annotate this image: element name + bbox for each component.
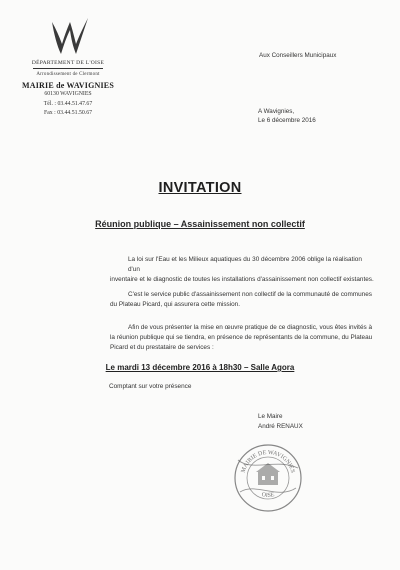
paragraph-line: La loi sur l'Eau et les Milieux aquatiques du 30 décembre 2006 oblige la réalisation d'un xyxy=(128,256,362,273)
mairie-seal-stamp xyxy=(232,442,304,514)
fax-number: Fax : 03.44.51.50.67 xyxy=(44,110,92,116)
paragraph-invite xyxy=(110,323,375,352)
date-line: Le 6 décembre 2016 xyxy=(258,117,316,124)
paragraph-line: du Plateau Picard, qui assurera cette mission. xyxy=(110,300,241,308)
mairie-name: MAIRIE de WAVIGNIES xyxy=(22,81,114,90)
document-subtitle: Réunion publique – Assainissement non collectif xyxy=(95,219,305,229)
paragraph-line: Afin de vous présenter la mise en œuvre pratique de ce diagnostic, vous êtes invités à xyxy=(128,324,373,331)
paragraph-line: inventaire et le diagnostic de toutes les installations d'assainissement non collectif existantes. xyxy=(110,275,374,283)
arrondissement-text: Arrondissement de Clermont xyxy=(36,72,100,77)
signatory-role: Le Maire xyxy=(258,413,283,420)
signature-block xyxy=(258,412,303,431)
letterhead xyxy=(8,60,128,119)
svg-text:OISE: OISE xyxy=(261,492,276,499)
paragraph-line: la réunion publique qui se tiendra, en présence de représentants de la commune, du Plateau xyxy=(110,333,373,341)
recipient-line: Aux Conseillers Municipaux xyxy=(259,52,337,59)
paragraph-law xyxy=(110,255,375,284)
postal-address: 60130 WAVIGNIES xyxy=(44,91,92,97)
paragraph-line: C'est le service public d'assainissement non collectif de la communauté de communes xyxy=(128,291,372,298)
department-text: DÉPARTEMENT DE L'OISE xyxy=(31,60,105,66)
svg-text:MAIRIE DE WAVIGNIES: MAIRIE DE WAVIGNIES xyxy=(240,449,296,474)
letterhead-rule xyxy=(33,68,103,69)
document-title: INVITATION xyxy=(158,180,242,196)
closing-line: Comptant sur votre présence xyxy=(109,383,192,390)
place-date-block xyxy=(258,107,316,125)
wavignies-logo-icon xyxy=(48,14,90,58)
meeting-details: Le mardi 13 décembre 2016 à 18h30 – Salle Agora xyxy=(105,363,295,372)
paragraph-line: Picard et du prestataire de services : xyxy=(110,343,214,351)
place-line: A Wavignies, xyxy=(258,108,295,115)
paragraph-service xyxy=(110,290,375,310)
signatory-name: André RENAUX xyxy=(258,422,303,430)
phone-number: Tél. : 03.44.51.47.67 xyxy=(43,100,93,107)
